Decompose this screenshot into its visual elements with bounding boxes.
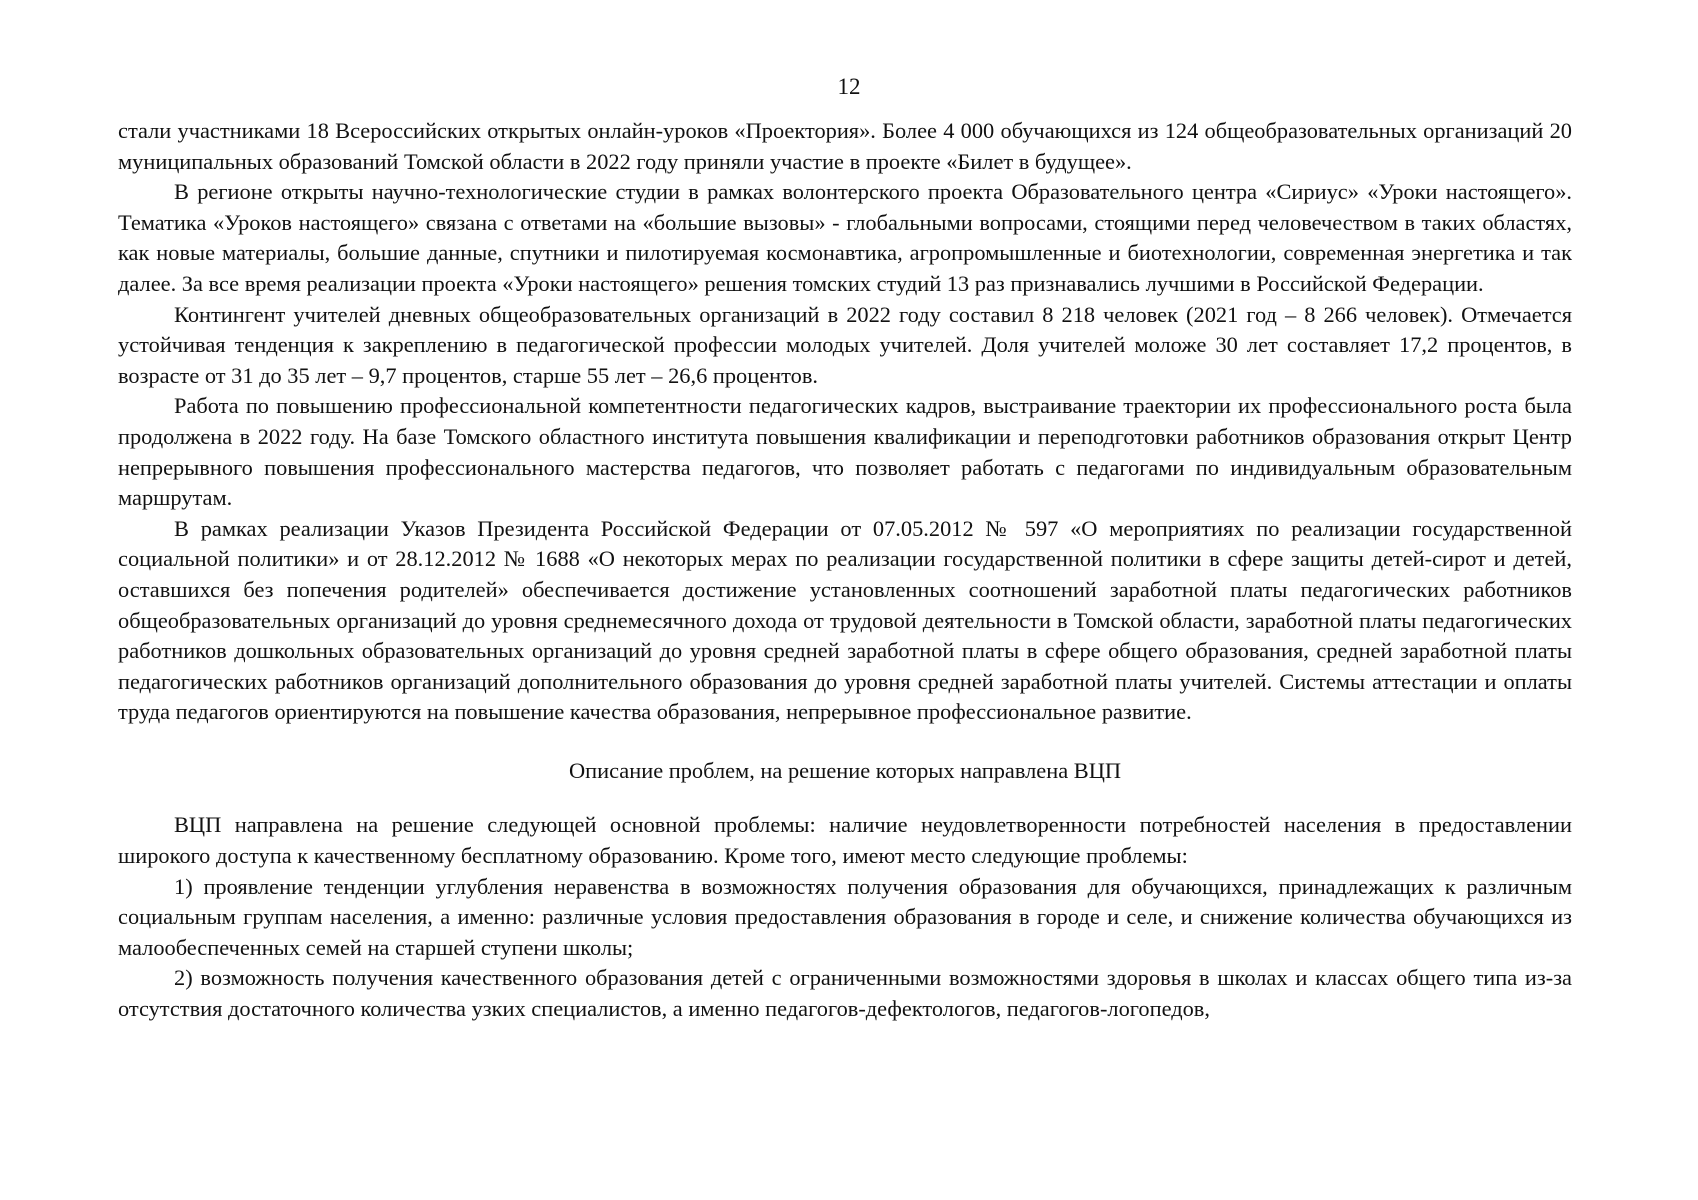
document-body (118, 116, 1572, 1025)
page-number: 12 (837, 74, 861, 99)
paragraph-professional-competence: Работа по повышению профессиональной компетентности педагогических кадров, выстраивание траектории их профессионального роста была продолжена в 2022 году. На базе Томского областного института повышения квалификации и переподготовки работников образования открыт Центр непрерывного повышения профессионального мастерства педагогов, что позволяет работать с педагогами по индивидуальным образовательным маршрутам. (118, 393, 1572, 511)
paragraph-presidential-decrees: В рамках реализации Указов Президента Российской Федерации от 07.05.2012 № 597 «О мероприятиях по реализации государственной социальной политики» и от 28.12.2012 № 1688 «О некоторых мерах по реализации государственной политики в сфере защиты детей-сирот и детей, оставшихся без попечения родителей» обеспечивается достижение установленных соотношений заработной платы педагогических работников общеобразовательных организаций до уровня среднемесячного дохода от трудовой деятельности в Томской области, заработной платы педагогических работников дошкольных образовательных организаций до уровня средней заработной платы в сфере общего образования, средней заработной платы педагогических работников организаций дополнительного образования до уровня средней заработной платы учителей. Системы аттестации и оплаты труда педагогов ориентируются на повышение качества образования, непрерывное профессиональное развитие. (118, 515, 1572, 725)
paragraph-problem-1: 1) проявление тенденции углубления неравенства в возможностях получения образования для обучающихся, принадлежащих к различным социальным группам населения, а именно: различные условия предоставления образования в городе и селе, и снижение количества обучающихся из малообеспеченных семей на старшей ступени школы; (118, 873, 1572, 960)
paragraph-main-problem: ВЦП направлена на решение следующей основной проблемы: наличие неудовлетворенности потребностей населения в предоставлении широкого доступа к качественному бесплатному образованию. Кроме того, имеют место следующие проблемы: (118, 812, 1572, 869)
paragraph-continuation: стали участниками 18 Всероссийских открытых онлайн-уроков «Проектория». Более 4 000 обучающихся из 124 общеобразовательных организаций 20 муниципальных образований Томской области в 2022 году приняли участие в проекте «Билет в будущее». (118, 118, 1572, 174)
paragraph-problem-2: 2) возможность получения качественного образования детей с ограниченными возможностями здоровья в школах и классах общего типа из-за отсутствия достаточного количества узких специалистов, а именно педагогов-дефектологов, педагогов-логопедов, (118, 965, 1572, 1022)
paragraph-teacher-contingent: Контингент учителей дневных общеобразовательных организаций в 2022 году составил 8 218 человек (2021 год – 8 266 человек). Отмечается устойчивая тенденция к закреплению в педагогической профессии молодых учителей. Доля учителей моложе 30 лет составляет 17,2 процентов, в возрасте от 31 до 35 лет – 9,7 процентов, старше 55 лет – 26,6 процентов. (118, 301, 1572, 388)
paragraph-science-studios: В регионе открыты научно-технологические студии в рамках волонтерского проекта Образовательного центра «Сириус» «Уроки настоящего». Тематика «Уроков настоящего» связана с ответами на «большие вызовы» - глобальными вопросами, стоящими перед человечеством в таких областях, как новые материалы, большие данные, спутники и пилотируемая космонавтика, агропромышленные и биотехнологии, современная энергетика и так далее. За все время реализации проекта «Уроки настоящего» решения томских студий 13 раз признавались лучшими в Российской Федерации. (118, 179, 1572, 296)
section-heading: Описание проблем, на решение которых направлена ВЦП (568, 757, 1122, 783)
